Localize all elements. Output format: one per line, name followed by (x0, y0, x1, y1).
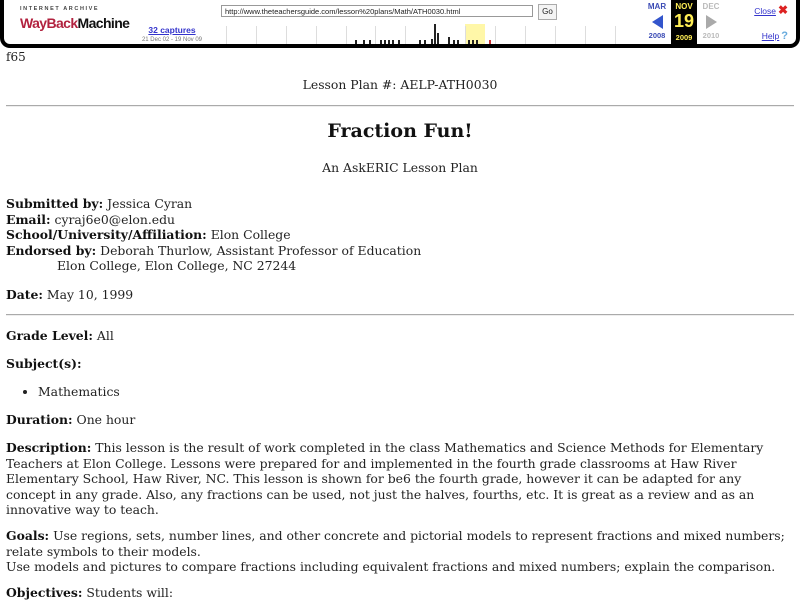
subjects: Subject(s): (6, 356, 82, 371)
wayback-toolbar (0, 0, 800, 48)
capture-bar (384, 40, 386, 44)
capture-bar (448, 37, 450, 44)
year-tick (525, 26, 526, 44)
captures-info (134, 25, 210, 43)
capture-bar (476, 40, 478, 44)
current-capture (671, 0, 697, 44)
url-input[interactable]: http://www.theteachersguide.com/lesson%20plans/Math/ATH0030.html (221, 5, 533, 17)
stray-text: f65 (6, 50, 26, 64)
close-link[interactable]: Close (754, 6, 776, 16)
affiliation: School/University/Affiliation: Elon College (6, 227, 291, 243)
year-tick (375, 26, 376, 44)
year-tick (316, 26, 317, 44)
month-navigator (644, 0, 724, 44)
list-item: • Mathematics (38, 384, 794, 400)
close-toolbar[interactable] (754, 3, 788, 17)
captures-link[interactable]: 32 captures (148, 25, 196, 35)
next-year: 2010 (702, 31, 720, 40)
next-month: DEC (702, 2, 720, 11)
endorser-address: Elon College, Elon College, NC 27244 (57, 258, 297, 274)
capture-timeline[interactable] (212, 22, 636, 44)
current-day: 19 (673, 11, 695, 31)
description: Description: This lesson is the result of work completed in the class Mathematics and Science Methods for Elementary Teachers at Elon College. Lessons were prepared for and implemented in the fourth grade classrooms at Haw River Elementary School, Haw River, NC. This lesson is shown for be6 the fourth grade, however it can be adapted for any concept in any grade. Also, any fractions can be used, not just the halves, fourths, etc. It is great as a review and as an innovative way to teach. (6, 440, 764, 518)
divider (6, 105, 794, 107)
next-capture (698, 0, 724, 44)
year-tick (286, 26, 287, 44)
year-tick (585, 26, 586, 44)
year-tick (555, 26, 556, 44)
capture-bar (380, 40, 382, 44)
prev-month: MAR (647, 2, 667, 11)
year-tick (495, 26, 496, 44)
capture-bar (388, 40, 390, 44)
go-button[interactable]: Go (538, 4, 557, 20)
help-link[interactable]: Help (761, 31, 780, 41)
capture-bar (468, 40, 470, 44)
duration: Duration: One hour (6, 412, 136, 427)
capture-bar (457, 40, 459, 44)
capture-bar (419, 40, 421, 44)
page-title: Fraction Fun! (327, 120, 473, 142)
subjects-list (6, 384, 794, 400)
help-toolbar[interactable] (762, 30, 788, 42)
logo-internet-archive: INTERNET ARCHIVE (20, 6, 100, 12)
captures-range: 21 Dec 02 - 19 Nov 09 (141, 37, 203, 43)
author-info (6, 196, 794, 274)
help-icon[interactable]: ? (781, 30, 788, 42)
capture-bar (472, 40, 474, 44)
current-month: NOV (675, 2, 693, 11)
lesson-plan-number: Lesson Plan #: AELP-ATH0030 (302, 77, 498, 92)
arrow-right-icon (706, 15, 717, 29)
capture-bar (369, 40, 371, 44)
page-subtitle: An AskERIC Lesson Plan (322, 160, 478, 175)
logo-wayback-machine: WayBackMachine (20, 15, 130, 31)
capture-bar (431, 39, 433, 44)
prev-year: 2008 (648, 31, 666, 40)
capture-bar (424, 40, 426, 44)
year-tick (405, 26, 406, 44)
capture-bar (453, 40, 455, 44)
capture-bar (355, 40, 357, 44)
year-tick (226, 26, 227, 44)
arrow-left-icon[interactable] (652, 15, 663, 29)
date: Date: May 10, 1999 (6, 287, 134, 302)
wayback-logo[interactable] (20, 6, 130, 38)
year-tick (346, 26, 347, 44)
capture-bar (434, 24, 436, 44)
divider (6, 314, 794, 316)
year-tick (615, 26, 616, 44)
prev-capture[interactable] (644, 0, 670, 44)
submitted-by: Submitted by: Jessica Cyran (6, 196, 193, 211)
email: Email: cyraj6e0@elon.edu (6, 211, 176, 227)
close-icon[interactable]: ✖ (777, 3, 788, 17)
endorsed-by: Endorsed by: Deborah Thurlow, Assistant Professor of Education (6, 242, 422, 258)
grade-level: Grade Level: All (6, 328, 114, 343)
objectives: Objectives: Students will: (6, 585, 174, 600)
goals-second: Use models and pictures to compare fractions including equivalent fractions and mixed numbers; explain the comparison. (6, 559, 776, 575)
goals: Goals: Use regions, sets, number lines, and other concrete and pictorial models to represent fractions and mixed numbers; relate symbols to their models. Use models and pictures to compare fractions including equivalent fractions and mixed numbers; explain the comparison. (6, 528, 794, 575)
year-tick (465, 26, 466, 44)
capture-bar (398, 40, 400, 44)
capture-bar (437, 33, 439, 44)
capture-bar (392, 40, 394, 44)
capture-bar (363, 40, 365, 44)
year-tick (256, 26, 257, 44)
capture-bar-current (489, 40, 491, 44)
current-year: 2009 (675, 33, 693, 42)
